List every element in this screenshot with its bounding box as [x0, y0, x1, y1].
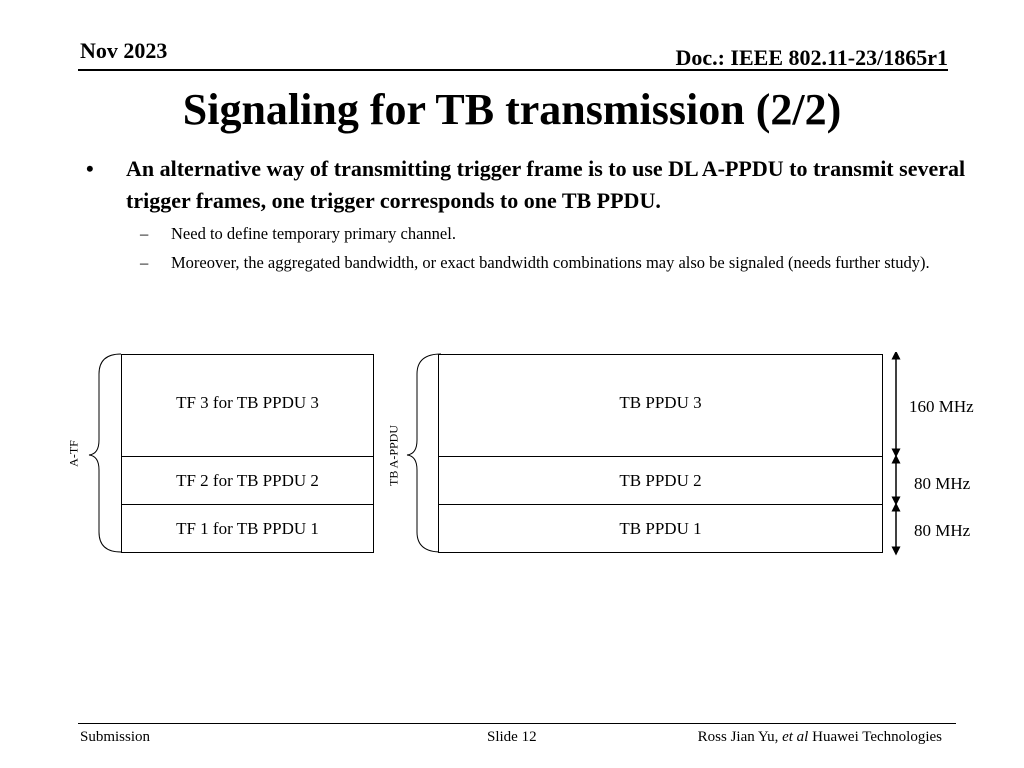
bandwidth-160-label: 160 MHz	[909, 397, 974, 416]
left-brace-icon	[85, 350, 125, 560]
bandwidth-80-label: 80 MHz	[914, 521, 971, 540]
tb-ppdu-3-box	[438, 354, 883, 457]
a-tf-label: A-TF	[66, 440, 81, 467]
tb-ppdu-2-box	[438, 456, 883, 505]
slide-title: Signaling for TB transmission (2/2)	[182, 85, 842, 134]
tf-3-label: TF 3 for TB PPDU 3	[176, 392, 319, 412]
tf-3-box	[121, 354, 374, 457]
bandwidth-80-label: 80 MHz	[914, 474, 971, 493]
footer-author	[698, 729, 942, 746]
tf-1-label: TF 1 for TB PPDU 1	[176, 518, 319, 538]
tb-ppdu-3-label: TB PPDU 3	[619, 392, 702, 412]
tb-ppdu-1-box	[438, 504, 883, 553]
sub-bullet-marker: –	[140, 253, 149, 272]
author-et-al: et al	[782, 729, 809, 745]
tf-2-label: TF 2 for TB PPDU 2	[176, 470, 319, 490]
sub-bullet-text: Need to define temporary primary channel.	[171, 224, 456, 243]
author-org: Huawei Technologies	[808, 729, 942, 745]
bullet-text: An alternative way of transmitting trigger frame is to use DL A-PPDU to transmit several trigger frames, one trigger corresponds to one TB PPDU.	[126, 156, 966, 213]
sub-bullet-text: Moreover, the aggregated bandwidth, or exact bandwidth combinations may also be signaled (needs further study).	[171, 253, 930, 272]
bullet-item	[86, 153, 966, 217]
footer-divider	[78, 723, 956, 724]
document-id: Doc.: IEEE 802.11-23/1865r1	[675, 45, 948, 70]
footer-submission: Submission	[80, 729, 151, 745]
tb-a-ppdu-label: TB A-PPDU	[386, 425, 401, 487]
sub-bullet-item	[86, 221, 966, 246]
tb-ppdu-2-label: TB PPDU 2	[619, 470, 702, 490]
tf-1-box	[121, 504, 374, 553]
tf-2-box	[121, 456, 374, 505]
bandwidth-arrows-icon	[884, 352, 908, 556]
sub-bullet-marker: –	[140, 224, 149, 243]
tb-ppdu-1-label: TB PPDU 1	[619, 518, 702, 538]
header-divider	[78, 69, 948, 71]
bullet-marker: •	[86, 156, 94, 181]
sub-bullet-item	[86, 250, 966, 275]
header-date: Nov 2023	[80, 38, 168, 63]
slide-number: Slide 12	[487, 729, 537, 745]
author-name: Ross Jian Yu,	[697, 729, 783, 745]
bullet-list	[86, 153, 966, 275]
